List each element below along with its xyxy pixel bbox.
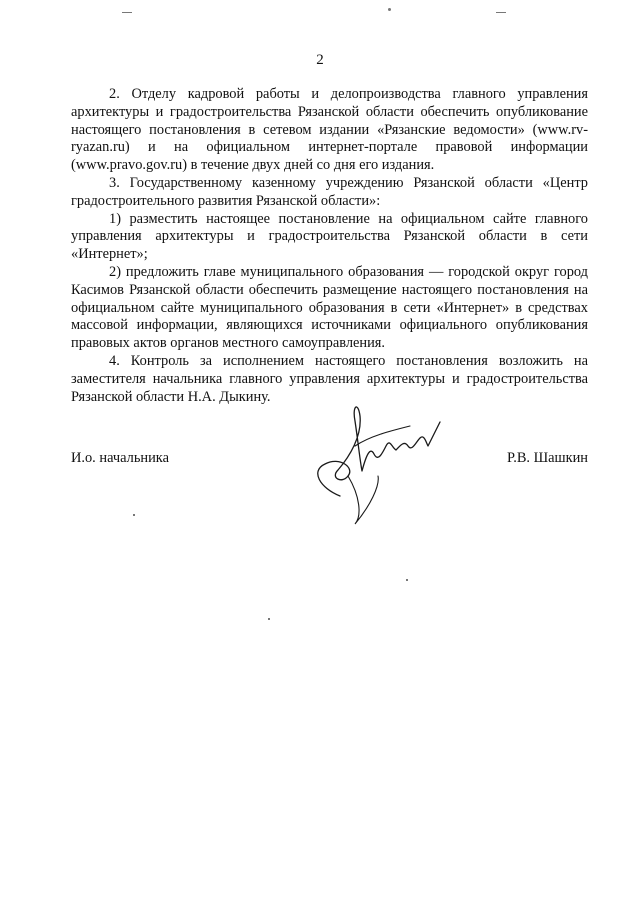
paragraph-center-instructions: 3. Государственному казенному учреждению Рязанской области «Центр градостроительного развития Рязанской области»: (71, 174, 588, 209)
scan-speck (133, 514, 135, 516)
paragraph-publication: 2. Отделу кадровой работы и делопроизводства главного управления архитектуры и градостроительства Рязанской области обеспечить опубликование настоящего постановления в сетевом издании «Рязанские ведомости» (www.rv-ryazan.ru) и на официальном интернет-портале правовой информации (www.pravo.gov.ru) в течение двух дней со дня его издания. (71, 86, 588, 174)
scan-speck (406, 579, 408, 581)
page-number: 2 (316, 52, 324, 68)
subitem-1-website: 1) разместить настоящее постановление на официальном сайте главного управления архитектуры и градостроительства Рязанской области в сети «Интернет»; (71, 210, 588, 263)
paragraph-control: 4. Контроль за исполнением настоящего постановления возложить на заместителя начальника главного управления архитектуры и градостроительства Рязанской области Н.А. Дыкину. (71, 352, 588, 405)
scan-mark (122, 12, 132, 13)
signatory-title: И.о. начальника (71, 450, 169, 466)
scan-mark (388, 8, 391, 11)
document-body (71, 86, 588, 406)
scan-mark (496, 12, 506, 13)
scan-speck (268, 618, 270, 620)
handwritten-signature (300, 376, 460, 526)
signatory-name: Р.В. Шашкин (507, 450, 588, 466)
subitem-2-municipality: 2) предложить главе муниципального образования — городской округ город Касимов Рязанской области обеспечить размещение настоящего постановления на официальном сайте муниципального образования в сети «Интернет» в средствах массовой информации, являющихся источниками официального опубликования правовых актов органов местного самоуправления. (71, 263, 588, 352)
